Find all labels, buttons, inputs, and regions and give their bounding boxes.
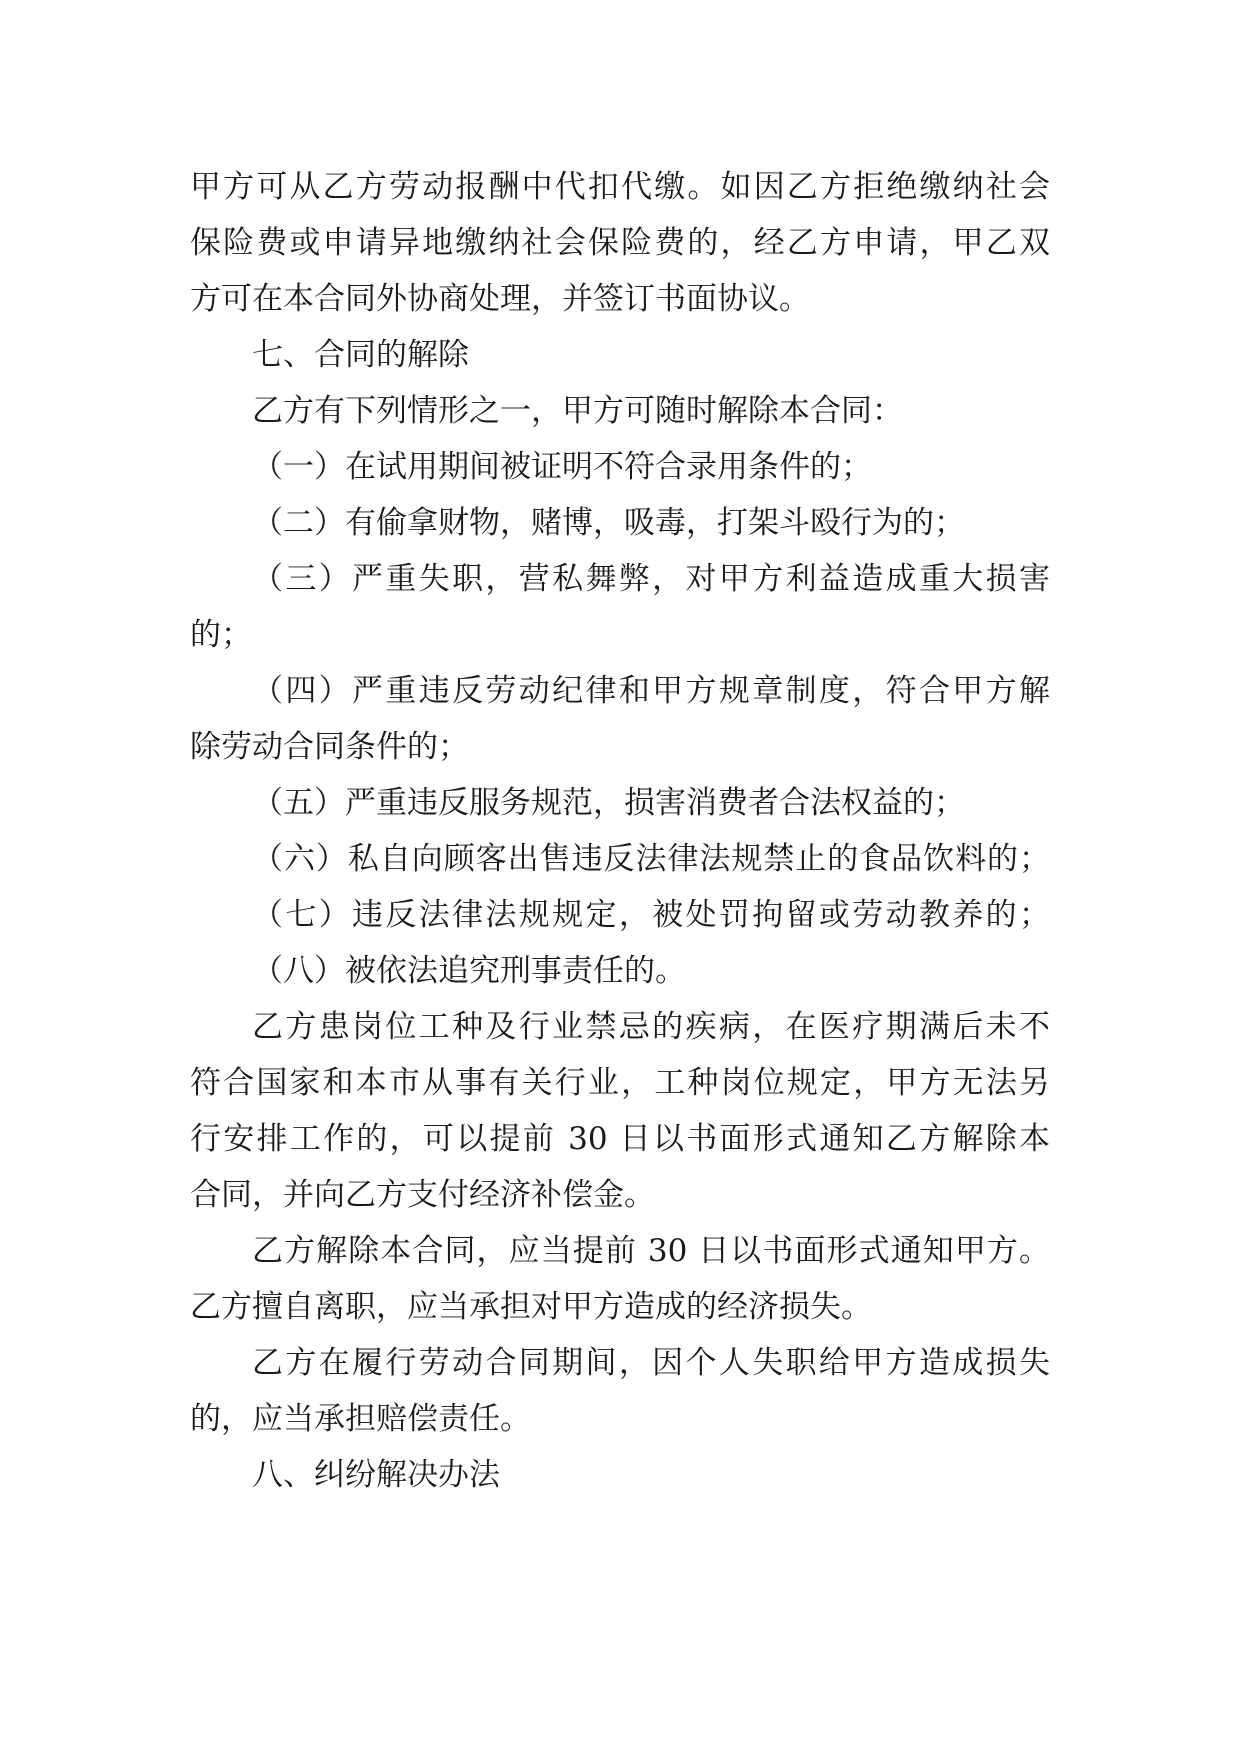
list-item: （六）私自向顾客出售违反法律法规禁止的食品饮料的； bbox=[252, 841, 1050, 877]
text-line: 乙方擅自离职，应当承担对甲方造成的经济损失。 bbox=[190, 1289, 872, 1325]
text-line: 合同，并向乙方支付经济补偿金。 bbox=[190, 1177, 655, 1213]
text-line: 的； bbox=[190, 617, 252, 653]
list-item: （四）严重违反劳动纪律和甲方规章制度，符合甲方解 bbox=[252, 673, 1050, 709]
text-line: 保险费或申请异地缴纳社会保险费的，经乙方申请，甲乙双 bbox=[190, 225, 1050, 261]
list-item: （二）有偷拿财物，赌博，吸毒，打架斗殴行为的； bbox=[252, 505, 965, 541]
text-line: 行安排工作的，可以提前 30 日以书面形式通知乙方解除本 bbox=[190, 1121, 1050, 1157]
list-item: （五）严重违反服务规范，损害消费者合法权益的； bbox=[252, 785, 965, 821]
text-line: 乙方有下列情形之一，甲方可随时解除本合同： bbox=[252, 393, 903, 429]
text-line: 除劳动合同条件的； bbox=[190, 729, 469, 765]
text-line: 甲方可从乙方劳动报酬中代扣代缴。如因乙方拒绝缴纳社会 bbox=[190, 169, 1050, 205]
list-item: （一）在试用期间被证明不符合录用条件的； bbox=[252, 449, 872, 485]
list-item: （三）严重失职，营私舞弊，对甲方利益造成重大损害 bbox=[252, 561, 1050, 597]
section-heading: 七、合同的解除 bbox=[252, 337, 469, 373]
text-line: 乙方患岗位工种及行业禁忌的疾病，在医疗期满后未不 bbox=[252, 1009, 1050, 1045]
text-line: 的，应当承担赔偿责任。 bbox=[190, 1401, 531, 1437]
text-line: 乙方解除本合同，应当提前 30 日以书面形式通知甲方。 bbox=[252, 1233, 1050, 1269]
list-item: （七）违反法律法规规定，被处罚拘留或劳动教养的； bbox=[252, 897, 1050, 933]
text-line: 符合国家和本市从事有关行业，工种岗位规定，甲方无法另 bbox=[190, 1065, 1050, 1101]
text-line: 乙方在履行劳动合同期间，因个人失职给甲方造成损失 bbox=[252, 1345, 1050, 1381]
text-line: 方可在本合同外协商处理，并签订书面协议。 bbox=[190, 281, 810, 317]
list-item: （八）被依法追究刑事责任的。 bbox=[252, 953, 686, 989]
section-heading: 八、纠纷解决办法 bbox=[252, 1457, 500, 1493]
